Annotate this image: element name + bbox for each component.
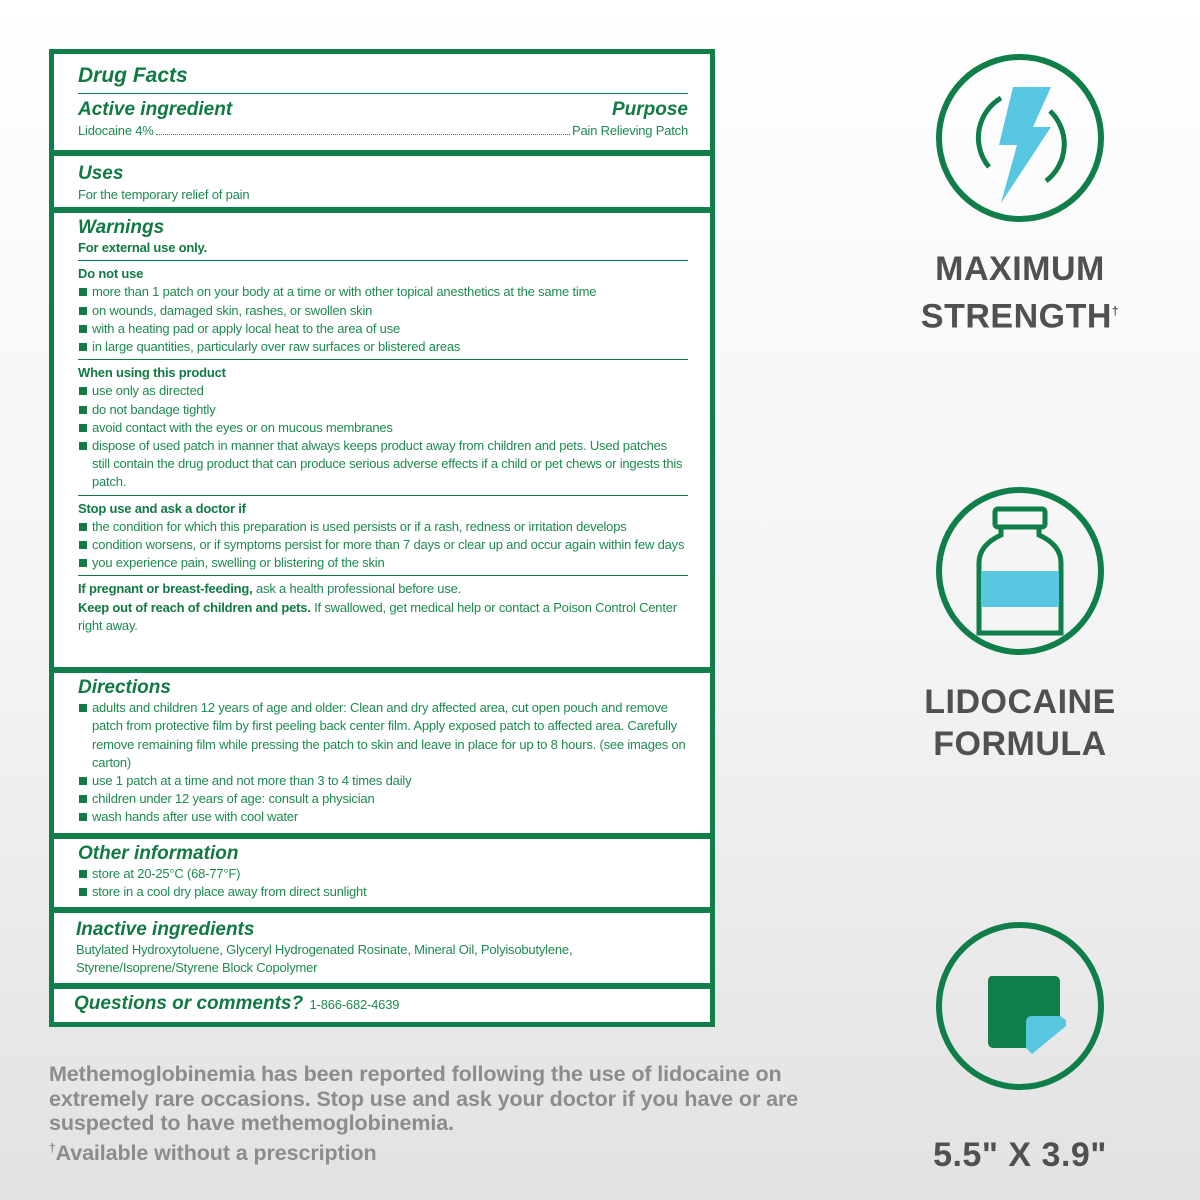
reach-text: If swallowed, get medical help or contact a Poison Control Center right away.: [78, 599, 677, 633]
lidocaine-formula-feature: [920, 487, 1120, 765]
list-item: use only as directed: [78, 382, 688, 400]
questions-phone: 1-866-682-4639: [309, 997, 400, 1012]
do-not-use-heading: Do not use: [78, 266, 144, 282]
questions-heading: Questions or comments?: [74, 993, 304, 1014]
purpose-value: Pain Relieving Patch: [572, 123, 688, 138]
list-item: you experience pain, swelling or blistering of the skin: [78, 554, 688, 572]
list-item: avoid contact with the eyes or on mucous membranes: [78, 419, 688, 437]
vial-icon: [965, 501, 1075, 641]
methemoglobinemia-note: [49, 1062, 869, 1165]
list-item: more than 1 patch on your body at a time or with other topical anesthetics at the same time: [78, 283, 688, 301]
inactive-ingredients-section: [54, 913, 710, 983]
formula-line-1: LIDOCAINE: [924, 683, 1116, 721]
uses-heading: Uses: [78, 162, 124, 184]
size-badge: [936, 922, 1104, 1090]
strength-badge: [936, 54, 1104, 222]
other-information-section: [54, 839, 710, 907]
drug-facts-title: Drug Facts: [78, 64, 188, 87]
pregnancy-text: ask a health professional before use.: [252, 581, 462, 597]
pregnancy-bold: If pregnant or breast-feeding,: [78, 581, 253, 597]
strength-label: [920, 248, 1120, 337]
list-item: condition worsens, or if symptoms persist for more than 7 days or clear up and occur again within few days: [78, 536, 688, 554]
list-item: adults and children 12 years of age and older: Clean and dry affected area, cut open pouch and remove patch from protective film by first peeling back center film. Apply exposed patch to affected area. Carefully remove remaining film while pressing the patch to skin and leave in place for up to 8 hours. (see images on carton): [78, 699, 688, 772]
active-ingredient-row: [78, 122, 688, 140]
patch-size-feature: [920, 922, 1120, 1176]
active-ingredient-section: [54, 54, 710, 150]
when-using-heading: When using this product: [78, 365, 226, 381]
list-item: in large quantities, particularly over raw surfaces or blistered areas: [78, 338, 688, 356]
prescription-note: Available without a prescription: [55, 1140, 377, 1165]
strength-dagger: †: [1111, 304, 1120, 318]
uses-text: For the temporary relief of pain: [78, 186, 250, 202]
dot-leader: [156, 134, 570, 135]
divider: [78, 495, 688, 496]
formula-badge: [936, 487, 1104, 655]
maximum-strength-feature: [920, 54, 1120, 337]
active-purpose-header: [78, 98, 688, 122]
reach-bold: Keep out of reach of children and pets.: [78, 599, 311, 615]
patch-icon: [970, 956, 1070, 1056]
inactive-ingredients-text: Butylated Hydroxytoluene, Glyceryl Hydrogenated Rosinate, Mineral Oil, Polyisobutylene, Styrene/Isoprene/Styrene Block Copolymer: [76, 941, 573, 975]
list-item: children under 12 years of age: consult a physician: [78, 790, 688, 808]
list-item: the condition for which this preparation is used persists or if a rash, redness or irritation develops: [78, 518, 688, 536]
list-item: with a heating pad or apply local heat to the area of use: [78, 320, 688, 338]
formula-line-2: FORMULA: [933, 725, 1107, 763]
list-item: store at 20-25°C (68-77°F): [78, 865, 688, 883]
divider: [78, 260, 688, 261]
external-use-text: For external use only.: [78, 239, 208, 255]
warnings-heading: Warnings: [78, 216, 165, 238]
divider: [78, 359, 688, 360]
divider: [78, 575, 688, 576]
inactive-ingredients-heading: Inactive ingredients: [76, 918, 255, 940]
list-item: wash hands after use with cool water: [78, 808, 688, 826]
divider: [78, 93, 688, 94]
reach-warning: [78, 599, 688, 635]
directions-heading: Directions: [78, 677, 171, 699]
list-item: dispose of used patch in manner that always keeps product away from children and pets. Used patches still contain the drug product that can produce serious adverse effects if a child or pet chews or ingests this patch.: [78, 437, 688, 492]
warnings-section: [54, 213, 710, 667]
dagger-mark: †: [49, 1140, 56, 1155]
note-text: Methemoglobinemia has been reported following the use of lidocaine on extremely rare occasions. Stop use and ask your doctor if you have or are suspected to have methemoglobinemia.: [49, 1062, 799, 1135]
lightning-bolt-icon: [945, 63, 1095, 213]
list-item: on wounds, damaged skin, rashes, or swollen skin: [78, 302, 688, 320]
list-item: do not bandage tightly: [78, 401, 688, 419]
strength-line-2: STRENGTH: [920, 297, 1112, 336]
list-item: store in a cool dry place away from direct sunlight: [78, 883, 688, 901]
active-ingredient-heading: Active ingredient: [78, 99, 233, 120]
directions-section: [54, 673, 710, 832]
patch-size-label: 5.5" X 3.9": [933, 1136, 1107, 1174]
other-information-heading: Other information: [78, 842, 239, 864]
questions-section: [54, 989, 710, 1022]
uses-section: [54, 156, 710, 207]
purpose-heading: Purpose: [611, 99, 688, 120]
stop-use-heading: Stop use and ask a doctor if: [78, 500, 246, 516]
pregnancy-warning: [78, 580, 688, 598]
list-item: use 1 patch at a time and not more than 3 to 4 times daily: [78, 772, 688, 790]
active-ingredient-value: Lidocaine 4%: [78, 123, 154, 138]
formula-label: [920, 681, 1120, 765]
drug-facts-panel: [49, 49, 715, 1027]
strength-line-1: MAXIMUM: [935, 250, 1105, 288]
